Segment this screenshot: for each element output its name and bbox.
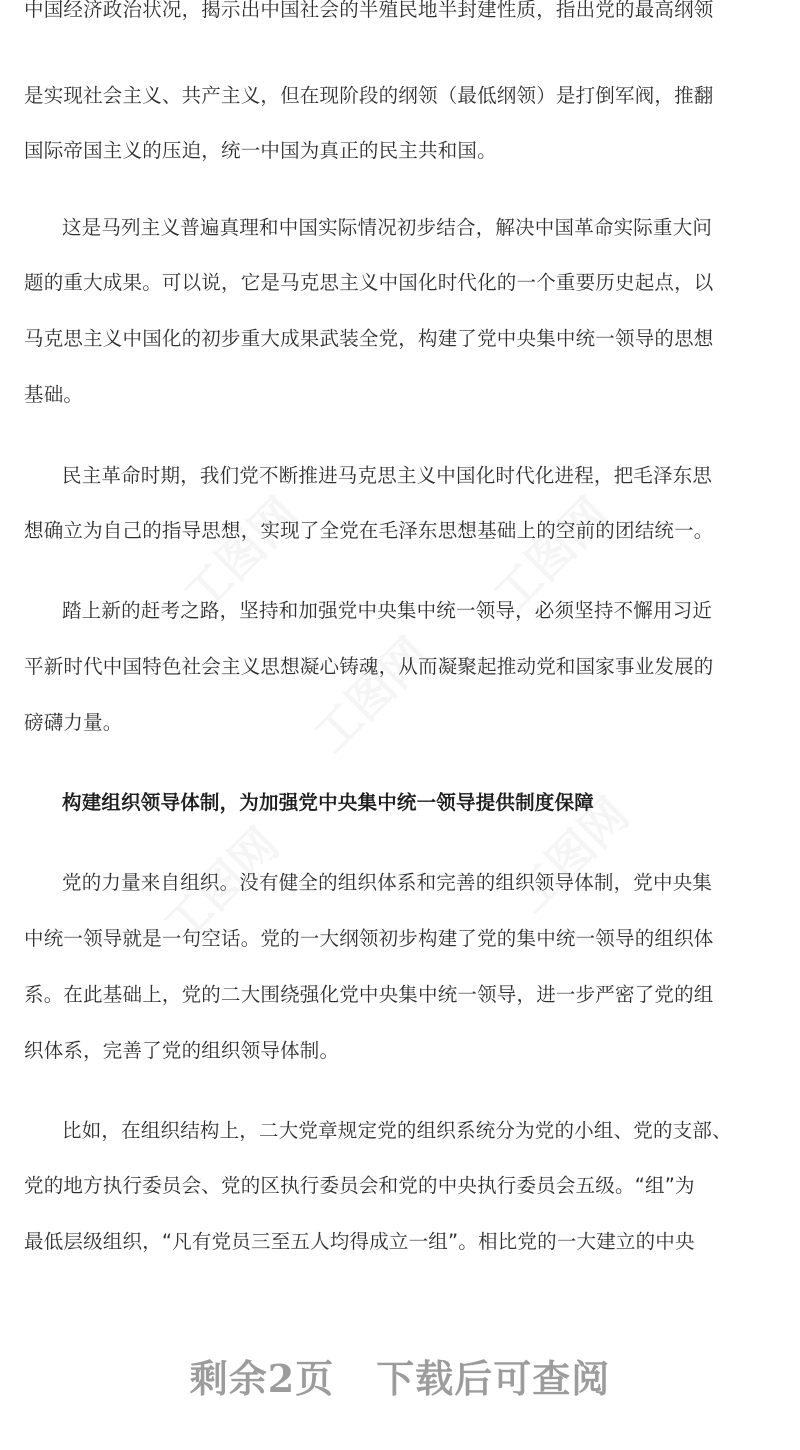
- paragraph-line: 民主革命时期，我们党不断推进马克思主义中国化时代化进程，把毛泽东思: [62, 464, 713, 487]
- paragraph-line: 党的力量来自组织。没有健全的组织体系和完善的组织领导体制，党中央集: [62, 871, 713, 894]
- paragraph-line: 系。在此基础上，党的二大围绕强化党中央集中统一领导，进一步严密了党的组: [24, 983, 714, 1006]
- paragraph-line: 中统一领导就是一句空话。党的一大纲领初步构建了党的集中统一领导的组织体: [24, 927, 714, 950]
- paragraph-line: 最低层级组织，“凡有党员三至五人均得成立一组”。相比党的一大建立的中央: [24, 1230, 695, 1253]
- paragraph-line: 磅礴力量。: [24, 711, 123, 734]
- paragraph-line: 党的地方执行委员会、党的区执行委员会和党的中央执行委员会五级。“组”为: [24, 1174, 695, 1197]
- watermark: 工图网: [483, 487, 620, 624]
- paragraph-line: 踏上新的赶考之路，坚持和加强党中央集中统一领导，必须坚持不懈用习近: [62, 599, 713, 622]
- paragraph-line: 马克思主义中国化的初步重大成果武装全党，构建了党中央集中统一领导的思想: [24, 327, 714, 350]
- watermark: 工图网: [503, 787, 640, 924]
- remaining-pages-label[interactable]: 剩余2页: [189, 1355, 335, 1401]
- download-prompt-bar[interactable]: [0, 1340, 800, 1410]
- download-to-view-label[interactable]: 下载后可查阅: [376, 1355, 611, 1401]
- paragraph-line: 基础。: [24, 383, 84, 406]
- section-heading: 构建组织领导体制，为加强党中央集中统一领导提供制度保障: [62, 791, 594, 814]
- watermark: 工图网: [153, 817, 290, 954]
- paragraph-line: 织体系，完善了党的组织领导体制。: [24, 1039, 340, 1062]
- paragraph-line: 题的重大成果。可以说，它是马克思主义中国化时代化的一个重要历史起点，以: [24, 271, 714, 294]
- paragraph-line: 比如，在组织结构上，二大党章规定党的组织系统分为党的小组、党的支部、: [62, 1119, 732, 1142]
- paragraph-line: 国际帝国主义的压迫，统一中国为真正的民主共和国。: [24, 139, 497, 162]
- paragraph-line: 这是马列主义普遍真理和中国实际情况初步结合，解决中国革命实际重大问: [62, 216, 713, 239]
- paragraph-line: 平新时代中国特色社会主义思想凝心铸魂，从而凝聚起推动党和国家事业发展的: [24, 655, 714, 678]
- watermark: 工图网: [173, 487, 310, 624]
- watermark: 工图网: [303, 627, 440, 764]
- paragraph-line: 想确立为自己的指导思想，实现了全党在毛泽东思想基础上的空前的团结统一。: [24, 519, 714, 542]
- paragraph-line: 中国经济政治状况，揭示出中国社会的半殖民地半封建性质，指出党的最高纲领: [24, 0, 714, 21]
- paragraph-line: 是实现社会主义、共产主义，但在现阶段的纲领（最低纲领）是打倒军阀，推翻: [24, 84, 714, 107]
